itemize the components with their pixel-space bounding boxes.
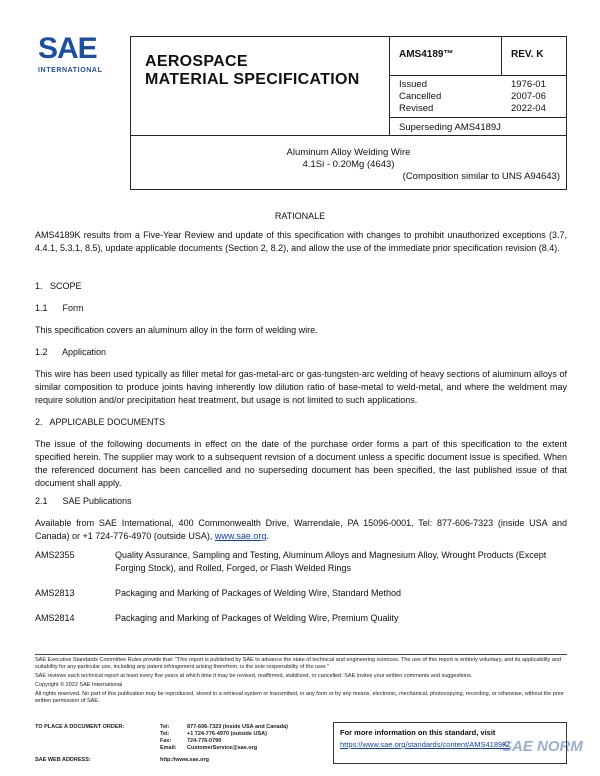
title-line2: 4.1Si - 0.20Mg (4643) <box>302 159 395 170</box>
header-line2: MATERIAL SPECIFICATION <box>145 71 360 88</box>
issued-value: 1976-01 <box>511 79 546 90</box>
cancelled-label: Cancelled <box>399 91 442 102</box>
cancelled-value: 2007-06 <box>511 91 546 102</box>
sae-logo-sub: INTERNATIONAL <box>38 67 103 74</box>
contact-key: Email: <box>160 745 177 751</box>
reference-code: AMS2814 <box>35 613 75 623</box>
reference-code: AMS2813 <box>35 588 75 598</box>
contact-row <box>160 731 330 738</box>
reference-title: Packaging and Marking of Packages of Welding Wire, Premium Quality <box>115 613 399 623</box>
contact-row <box>160 724 330 731</box>
reference-title: Packaging and Marking of Packages of Welding Wire, Standard Method <box>115 588 401 598</box>
rationale-text: AMS4189K results from a Five-Year Review and update of this specification with changes to prohibit unauthorized exceptions (3.7, 4.4.1, 5.3.1, 8.5), update applicable documents (Section 2, 8.2), and allow the use of the immediate prior specification revision (8.4). <box>35 230 567 253</box>
title-line1: Aluminum Alloy Welding Wire <box>286 147 411 158</box>
info-title: For more information on this standard, visit <box>340 728 496 737</box>
superseding: Superseding AMS4189J <box>399 122 501 133</box>
reference-code: AMS2355 <box>35 550 75 560</box>
footer-review: SAE reviews each technical report at least every five years at which time it may be revised, reaffirmed, stabilized, or cancelled. SAE invites your written comments and suggestions. <box>35 673 473 679</box>
title-line3: (Composition similar to UNS A94643) <box>402 171 560 182</box>
footer-copyright: Copyright © 2022 SAE International <box>35 682 123 688</box>
date-table <box>399 79 559 115</box>
standard-link[interactable]: https://www.sae.org/standards/content/AMS4189K/ <box>340 740 510 749</box>
footer-divider <box>35 654 567 655</box>
section-2-1-text: Available from SAE International, 400 Commonwealth Drive, Warrendale, PA 15096-0001, Tel: 877-606-7323 (inside USA and Canada) or +1 724-776-4970 (outside USA), <box>35 518 567 541</box>
revised-value: 2022-04 <box>511 103 546 114</box>
section-1-1-text: This specification covers an aluminum alloy in the form of welding wire. <box>35 325 318 335</box>
footer-notices <box>35 657 567 705</box>
section-2-heading: 2. APPLICABLE DOCUMENTS <box>35 417 166 427</box>
footer-rights: All rights reserved. No part of this publication may be reproduced, stored in a retrieval system or transmitted, in any form or by any means, electronic, mechanical, photocopying, recording, or otherwise, without the prior written permission of SAE. <box>35 691 564 704</box>
sae-logo <box>38 34 123 84</box>
contact-key: Tel: <box>160 724 170 730</box>
section-1-2-text: This wire has been used typically as filler metal for gas-metal-arc or gas-tungsten-arc welding of heavy sections of aluminum alloys of similar composition to produce joints having inherently low dilution ratio of base-metal to weld-metal, and where the weldment may require solution and/or precipitation heat treatment, but usage is not limited to such applications. <box>35 369 567 405</box>
section-2-text: The issue of the following documents in effect on the date of the purchase order forms a part of this specification to the extent specified herein. The supplier may work to a subsequent revision of a document unless a specific document issue is specified. When the referenced document has been cancelled and no superseding document has been specified, the last published issue of that document shall apply. <box>35 439 567 488</box>
sae-norm-watermark: SAE NORM <box>502 738 583 755</box>
revised-label: Revised <box>399 103 434 114</box>
contact-value: 724-776-0790 <box>187 738 222 744</box>
contact-key: Fax: <box>160 738 172 744</box>
web-label: SAE WEB ADDRESS: <box>35 757 91 763</box>
sae-website-link[interactable]: www.sae.org <box>214 531 267 541</box>
section-2-1-heading: 2.1 SAE Publications <box>35 496 132 506</box>
revision: REV. K <box>511 49 544 60</box>
issued-label: Issued <box>399 79 427 90</box>
contact-key: Tel: <box>160 731 170 737</box>
contact-row <box>160 738 330 745</box>
reference-item <box>35 549 567 575</box>
rationale-heading: RATIONALE <box>274 211 326 221</box>
reference-title: Quality Assurance, Sampling and Testing, Aluminum Alloys and Magnesium Alloy, Wrought Products (Except Forging Stock), and Rolled, Forged, or Flash Welded Rings <box>115 550 547 573</box>
section-1-heading: 1. SCOPE <box>35 281 82 291</box>
spec-title-box <box>130 135 567 190</box>
section-1-1-heading: 1.1 Form <box>35 303 84 313</box>
doc-number: AMS4189™ <box>399 49 454 60</box>
order-label: TO PLACE A DOCUMENT ORDER: <box>35 724 125 730</box>
web-address[interactable]: http://www.sae.org <box>160 757 209 763</box>
sae-logo-mark: SAE <box>38 32 97 65</box>
reference-item <box>35 612 567 625</box>
section-1-2-heading: 1.2 Application <box>35 347 107 357</box>
header-line1: AEROSPACE <box>145 53 248 70</box>
footer-rules: SAE Executive Standards Committee Rules provide that: "This report is published by SAE to advance the state of technical and engineering sciences. The use of this report is entirely voluntary, and its applicability and suitability for any particular use, including any patent infringement arising therefrom, is the sole responsibility of the user." <box>35 657 562 670</box>
section-2-1-paragraph: Available from SAE International, 400 Commonwealth Drive, Warrendale, PA 15096-0001, Tel: 877-606-7323 (inside USA and Canada) or +1 724-776-4970 (outside USA), www.sae.org. <box>35 518 567 541</box>
reference-item <box>35 587 567 600</box>
spec-header <box>130 36 567 136</box>
contact-value[interactable]: CustomerService@sae.org <box>187 745 258 751</box>
contact-value: +1 724-776-4970 (outside USA) <box>187 731 267 737</box>
contact-row <box>160 745 330 752</box>
reference-list <box>35 549 567 625</box>
contact-value: 877-606-7323 (inside USA and Canada) <box>187 724 288 730</box>
contact-list <box>160 724 330 752</box>
